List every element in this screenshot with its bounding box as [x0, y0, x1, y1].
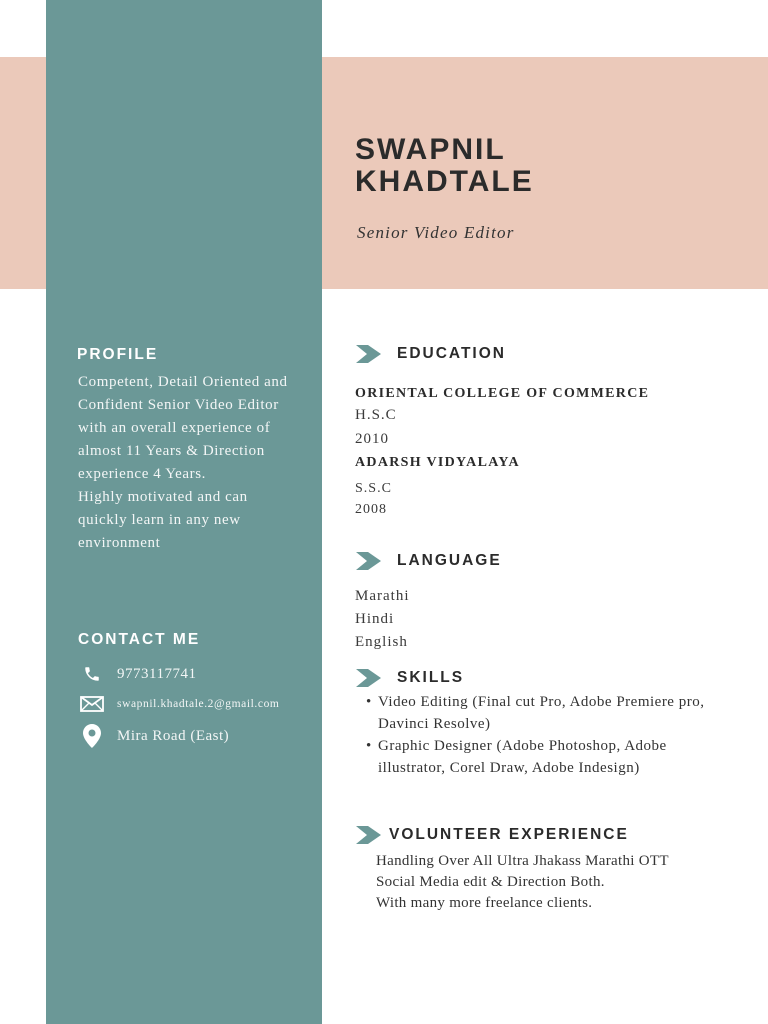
volunteer-heading: VOLUNTEER EXPERIENCE — [389, 826, 629, 843]
education-heading: EDUCATION — [397, 345, 506, 362]
language-heading: LANGUAGE — [397, 552, 502, 569]
chevron-right-icon — [356, 669, 381, 687]
volunteer-section-header — [356, 826, 629, 844]
profile-summary-paragraph: Competent, Detail Oriented and Confident Senior Video Editor with an overall experience of almost 11 Years & Direction experience 4 Years. — [78, 374, 288, 482]
skill-item: • Graphic Designer (Adobe Photoshop, Adobe illustrator, Corel Draw, Adobe Indesign) — [366, 735, 736, 779]
school-name: ORIENTAL COLLEGE OF COMMERCE — [355, 386, 650, 401]
volunteer-description — [376, 851, 746, 914]
contact-heading: CONTACT ME — [78, 631, 201, 648]
chevron-right-icon — [356, 552, 381, 570]
chevron-right-icon — [356, 826, 381, 844]
education-section-header — [356, 345, 506, 363]
qualification: H.S.C — [355, 407, 397, 423]
address: Mira Road (East) — [117, 727, 230, 744]
profile-summary — [78, 371, 298, 555]
chevron-right-icon — [356, 345, 381, 363]
volunteer-line: Social Media edit & Direction Both. — [376, 874, 605, 890]
contact-phone — [78, 662, 196, 686]
skill-item: • Video Editing (Final cut Pro, Adobe Premiere pro, Davinci Resolve) — [366, 691, 736, 735]
language-item: English — [355, 634, 408, 650]
first-name: SWAPNIL — [355, 133, 506, 166]
school-name: ADARSH VIDYALAYA — [355, 455, 520, 470]
volunteer-line: With many more freelance clients. — [376, 895, 593, 911]
year: 2008 — [355, 502, 387, 517]
language-item: Marathi — [355, 588, 410, 604]
profile-summary-paragraph: Highly motivated and can quickly learn in any new environment — [78, 489, 248, 551]
volunteer-line: Handling Over All Ultra Jhakass Marathi OTT — [376, 853, 669, 869]
email-address: swapnil.khadtale.2@gmail.com — [117, 698, 280, 710]
year: 2010 — [355, 431, 389, 447]
location-icon — [78, 724, 106, 748]
job-title: Senior Video Editor — [357, 223, 515, 242]
contact-address — [78, 724, 229, 748]
last-name: KHADTALE — [355, 165, 534, 198]
language-item: Hindi — [355, 611, 395, 627]
skills-heading: SKILLS — [397, 669, 465, 686]
contact-email — [78, 692, 279, 716]
candidate-name — [355, 134, 534, 198]
qualification: S.S.C — [355, 481, 392, 496]
skills-section-header — [356, 669, 464, 687]
skills-list — [366, 691, 736, 779]
phone-number: 9773117741 — [117, 665, 197, 682]
profile-heading: PROFILE — [77, 346, 159, 363]
language-section-header — [356, 552, 502, 570]
phone-icon — [78, 662, 106, 686]
email-icon — [78, 692, 106, 716]
